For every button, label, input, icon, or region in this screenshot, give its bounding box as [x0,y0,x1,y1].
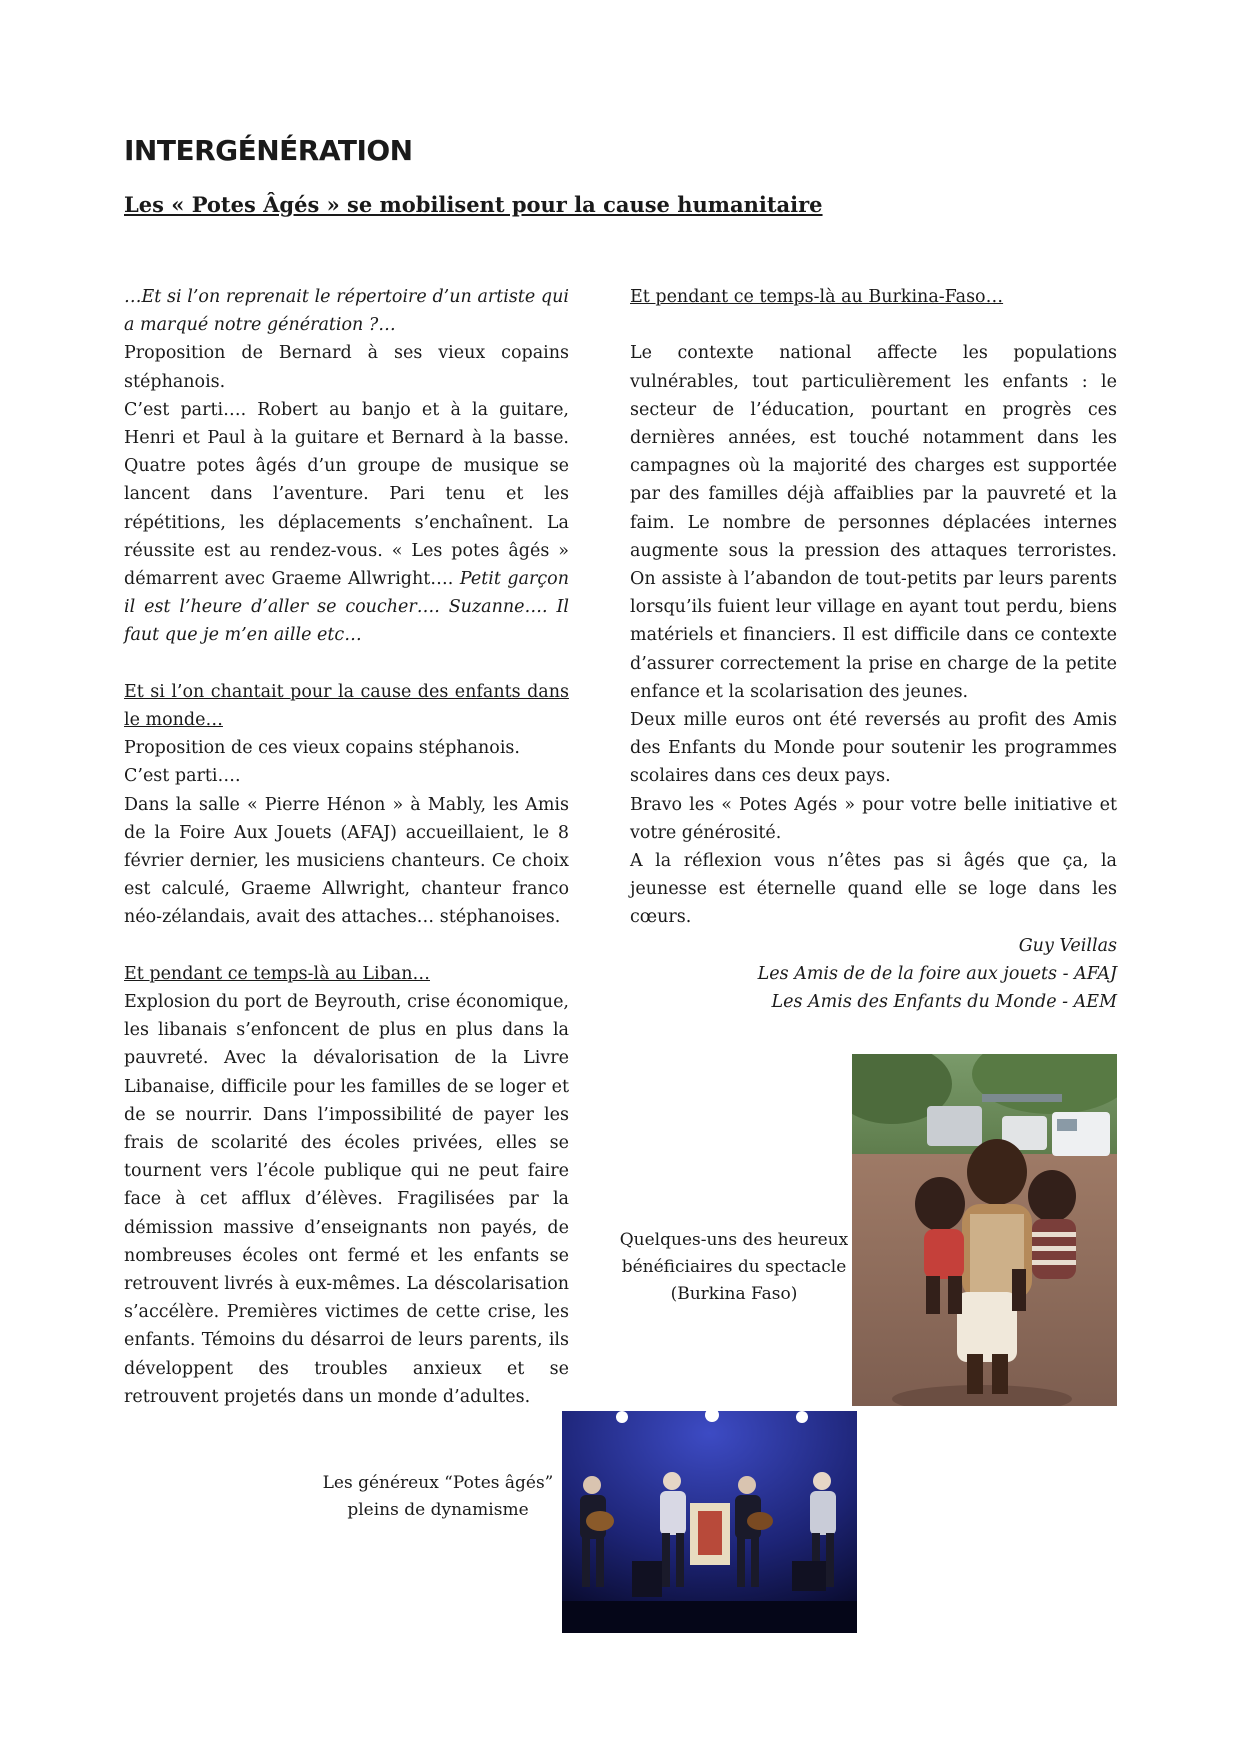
children-photo-caption: Quelques-uns des heureux bénéficiaires du spectacle (Burkina Faso) [619,1230,849,1304]
page-title: INTERGÉNÉRATION [124,134,413,167]
paragraph: C’est parti…. [124,766,241,787]
paragraph: Explosion du port de Beyrouth, crise économique, les libanais s’enfoncent de plus en plus dans la pauvreté. Avec la dévalorisation de la Livre Libanaise, difficile pour les familles de se loger et de se nourrir. Dans l’impossibilité de payer les frais de scolarité des écoles privées, elles se tournent vers l’école publique qui ne peut faire face à cet afflux d’élèves. Fragilisées par la démission massive d’enseignants non payés, de nombreuses écoles ont fermé et les enfants se retrouvent livrés à eux-mêmes. La déscolarisation s’accélère. Premières victimes de cette crise, les enfants. Témoins du désarroi de leurs parents, ils développent des troubles anxieux et se retrouvent projetés dans un monde d’adultes. [124,992,569,1407]
paragraph: Bravo les « Potes Agés » pour votre belle initiative et votre générosité. [630,794,1117,843]
paragraph: Dans la salle « Pierre Hénon » à Mably, les Amis de la Foire Aux Jouets (AFAJ) accueillaient, le 8 février dernier, les musiciens chanteurs. Ce choix est calculé, Graeme Allwright, chanteur franco néo-zélandais, avait des attaches… stéphanoises. [124,794,569,928]
paragraph: Proposition de Bernard à ses vieux copains stéphanois. [124,343,569,392]
band-photo-caption: Les généreux “Potes âgés” pleins de dynamisme [322,1473,554,1520]
left-column [124,283,569,1411]
section-heading-children: Et si l’on chantait pour la cause des enfants dans le monde… [124,681,569,731]
paragraph [124,396,569,650]
band-photo [562,1411,857,1633]
signature-name: Guy Veillas [1018,935,1117,956]
signature-org-afaj: Les Amis de de la foire aux jouets - AFAJ [757,963,1117,984]
children-photo [852,1054,1117,1406]
paragraph: A la réflexion vous n’êtes pas si âgés que ça, la jeunesse est éternelle quand elle se loge dans les cœurs. [630,851,1117,928]
paragraph: Deux mille euros ont été reversés au profit des Amis des Enfants du Monde pour soutenir les programmes scolaires dans ces deux pays. [630,710,1117,787]
section-heading-burkina: Et pendant ce temps-là au Burkina-Faso… [630,287,1004,307]
song-titles: Petit garçon il est l’heure d’aller se coucher…. Suzanne…. Il faut que je m’en aille etc… [124,569,569,646]
intro-question: …Et si l’on reprenait le répertoire d’un artiste qui a marqué notre génération ?… [124,287,569,336]
signature-org-aem: Les Amis des Enfants du Monde - AEM [771,992,1117,1013]
paragraph-text: C’est parti…. Robert au banjo et à la guitare, Henri et Paul à la guitare et Bernard à la basse. Quatre potes âgés d’un groupe de musique se lancent dans l’aventure. Pari tenu et les répétitions, les déplacements s’enchaînent. La réussite est au rendez-vous. « Les potes âgés » démarrent avec Graeme Allwright…. [124,399,569,590]
section-heading-lebanon: Et pendant ce temps-là au Liban… [124,963,430,984]
paragraph: Proposition de ces vieux copains stéphanois. [124,738,520,759]
right-column [630,283,1117,1016]
paragraph: Le contexte national affecte les populations vulnérables, tout particulièrement les enfants : le secteur de l’éducation, pourtant en progrès ces dernières années, est touché notamment dans les campagnes où la majorité des charges est supportée par des familles déjà affaiblies par la pauvreté et la faim. Le nombre de personnes déplacées internes augmente sous la pression des attaques terroristes. On assiste à l’abandon de tout-petits par leurs parents lorsqu’ils fuient leur village en ayant tout perdu, biens matériels et financiers. Il est difficile dans ce contexte d’assurer correctement la prise en charge de la petite enfance et la scolarisation des jeunes. [630,343,1117,702]
article-subtitle: Les « Potes Âgés » se mobilisent pour la cause humanitaire [124,192,823,217]
